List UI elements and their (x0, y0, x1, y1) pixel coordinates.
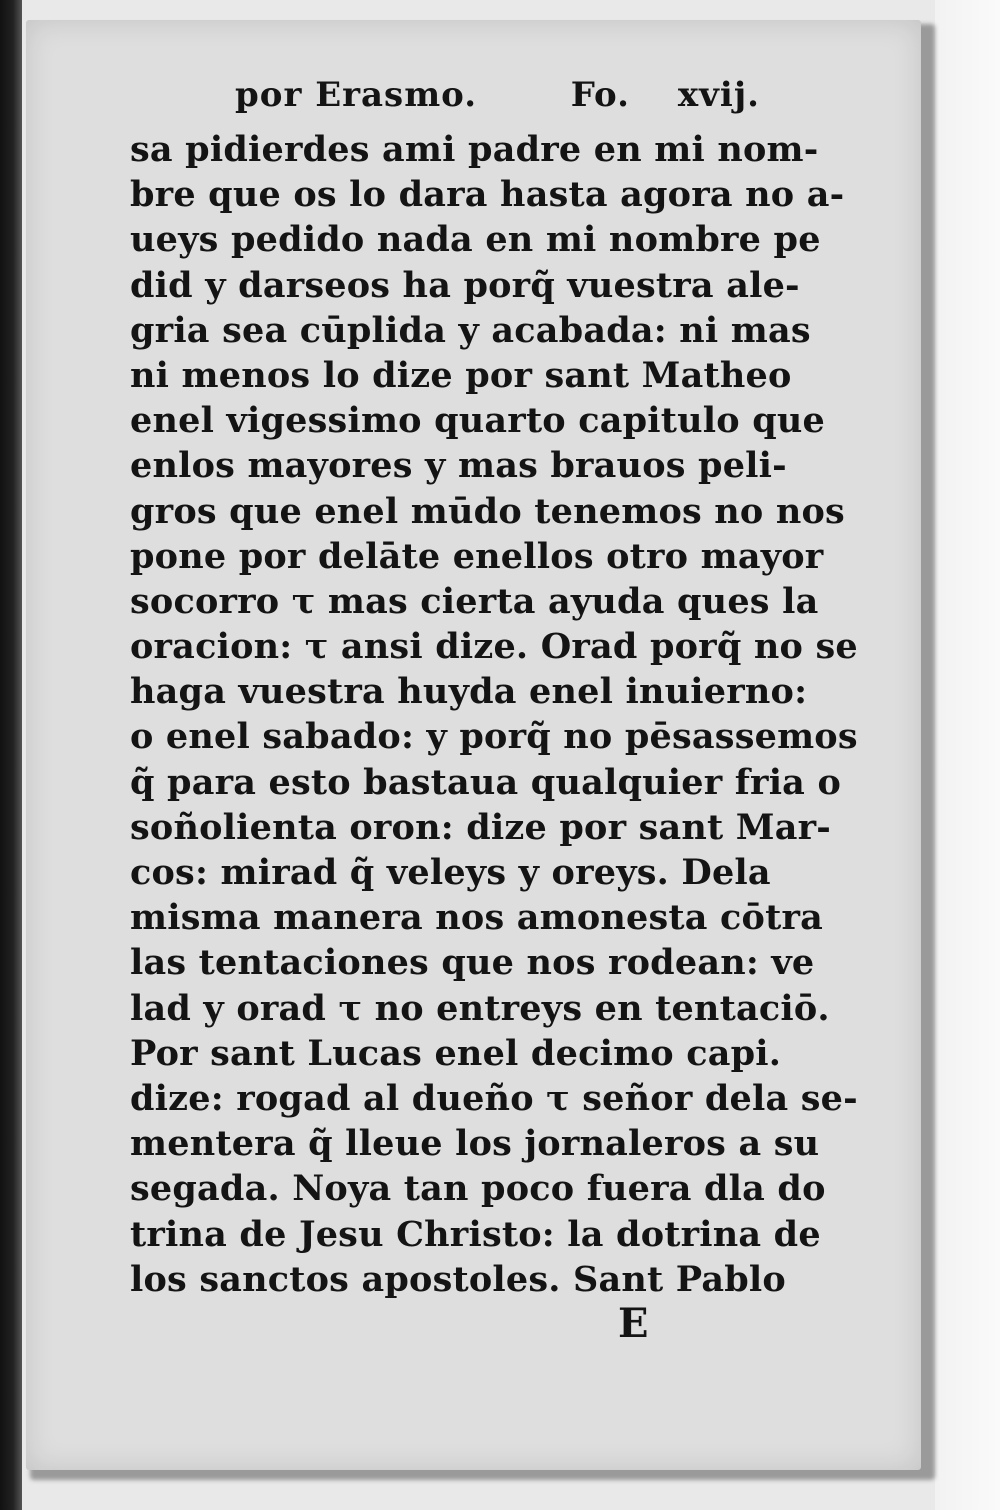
text-line: las tentaciones que nos rodean: ve (130, 942, 815, 984)
folio-label: Fo. (570, 75, 630, 115)
text-line: ueys pedido nada en mi nombre pe (130, 219, 821, 261)
text-line: lad y orad τ no entreys en tentaciō. (130, 987, 830, 1029)
folio (571, 75, 760, 115)
text-line: did y darseos ha porq̃ vuestra ale- (130, 264, 800, 306)
text-line: trina de Jesu Christo: la dotrina de (130, 1213, 821, 1255)
catchword: E (618, 1300, 649, 1347)
text-line: los sanctos apostoles. Sant Pablo (130, 1258, 786, 1300)
text-line: pone por delāte enellos otro mayor (130, 535, 824, 577)
text-line: q̃ para esto bastaua qualquier fria o (130, 761, 841, 803)
text-line: bre que os lo dara hasta agora no a- (130, 174, 845, 216)
text-line: segada. Noya tan poco fuera dla do (130, 1168, 826, 1210)
text-line: gria sea cūplida y acabada: ni mas (130, 309, 811, 351)
folio-number: xvij. (677, 75, 760, 115)
text-line: dize: rogad al dueño τ señor dela se- (130, 1077, 858, 1119)
text-line: haga vuestra huyda enel inuierno: (130, 671, 808, 713)
text-line: enlos mayores y mas brauos peli- (130, 445, 787, 487)
book-binding-edge (0, 0, 22, 1510)
body-text (130, 127, 858, 1302)
text-line: socorro τ mas cierta ayuda ques la (130, 580, 819, 622)
text-line: soñolienta oron: dize por sant Mar- (130, 806, 831, 848)
text-line: Por sant Lucas enel decimo capi. (130, 1032, 782, 1074)
text-line: mentera q̃ lleue los jornaleros a su (130, 1123, 820, 1165)
text-line: sa pidierdes ami padre en mi nom- (130, 129, 819, 170)
text-block (130, 75, 858, 1302)
running-head (130, 75, 780, 127)
text-line: gros que enel mūdo tenemos no nos (130, 490, 845, 532)
text-line: ni menos lo dize por sant Matheo (130, 354, 792, 396)
text-line: oracion: τ ansi dize. Orad porq̃ no se (130, 626, 858, 668)
scan-background-strip (935, 0, 1000, 1510)
text-line: enel vigessimo quarto capitulo que (130, 400, 826, 442)
text-line: o enel sabado: y porq̃ no pēsassemos (130, 716, 858, 758)
text-line: misma manera nos amonesta cōtra (130, 897, 823, 939)
text-line: cos: mirad q̃ veleys y oreys. Dela (130, 852, 771, 893)
running-head-title: por Erasmo. (235, 75, 478, 115)
